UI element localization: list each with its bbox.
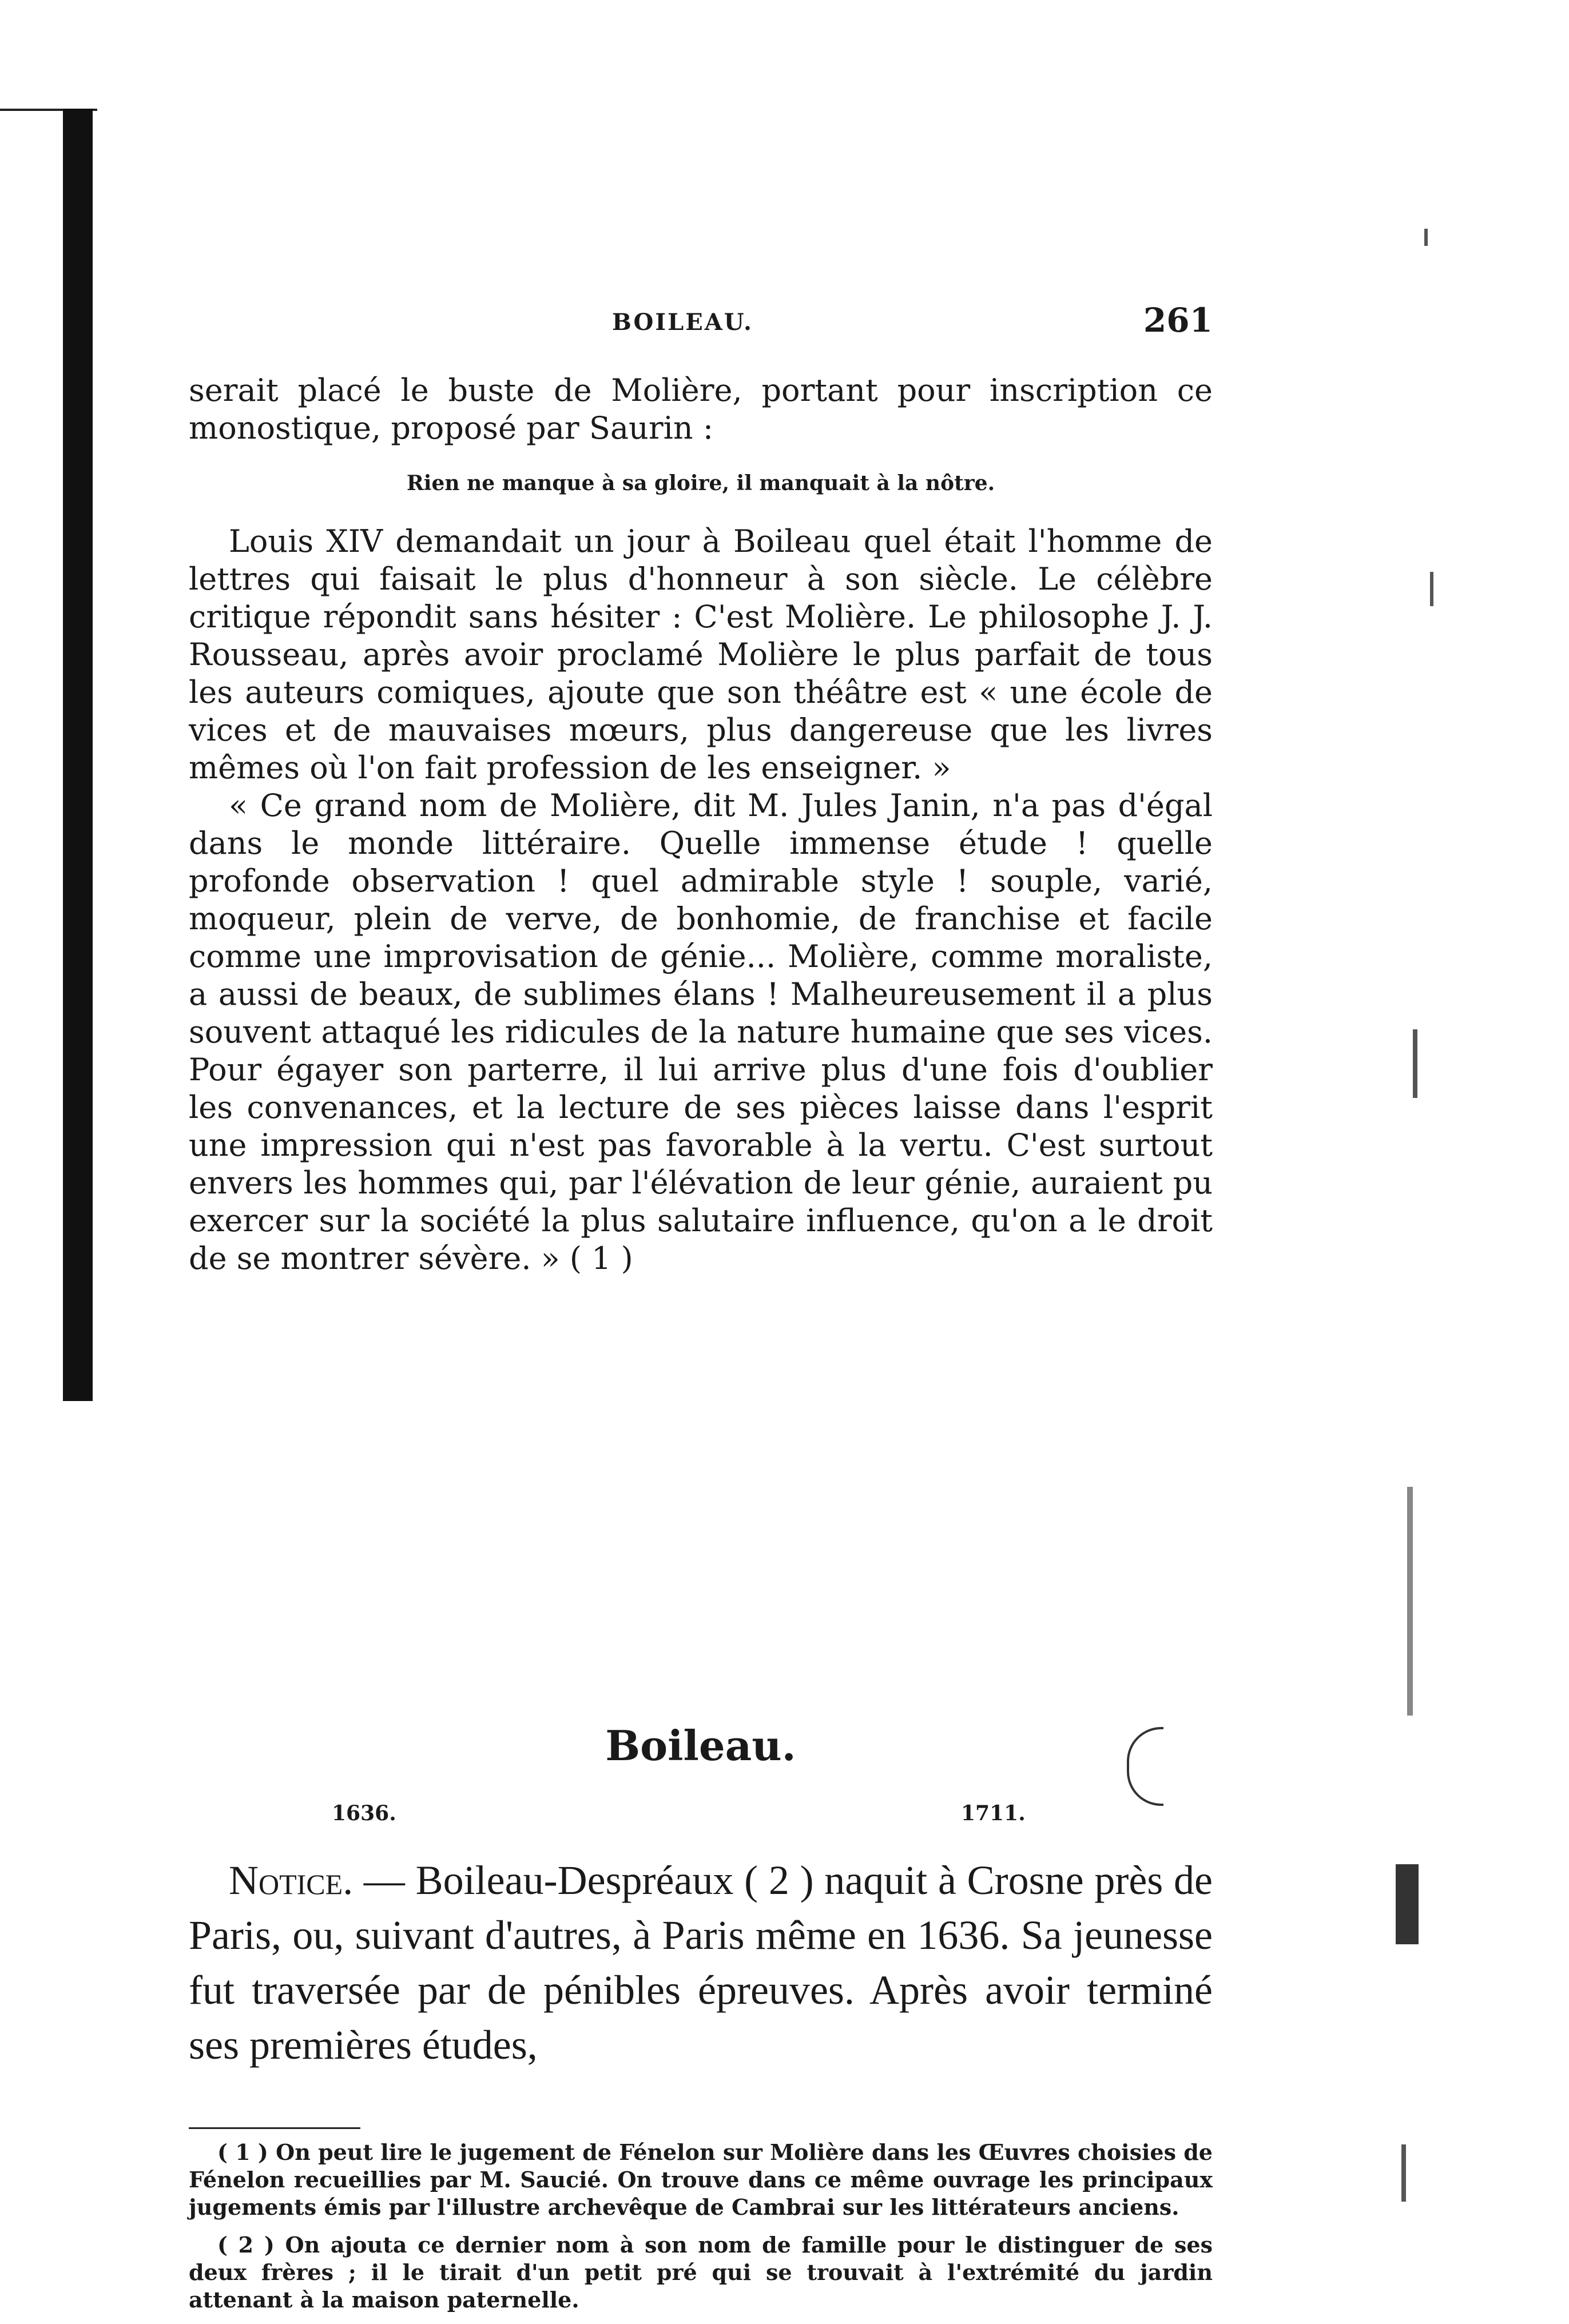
scan-speck xyxy=(1430,572,1433,606)
lifespan-dates xyxy=(189,1801,1213,1836)
footnote-rule xyxy=(189,2127,360,2129)
date-birth: 1636. xyxy=(332,1801,396,1825)
scan-speck xyxy=(1424,229,1428,246)
paragraph-louis-xiv: Louis XIV demandait un jour à Boileau quel était l'homme de lettres qui faisait le plus d'honneur à son siècle. Le célèbre critique répondit sans hésiter : C'est Molière. Le philosophe J. J. Rousseau, après avoir proclamé Molière le plus parfait de tous les auteurs comiques, ajoute que son théâtre est « une école de vices et de mauvaises mœurs, plus dangereuse que les livres mêmes où l'on fait profession de les enseigner. » xyxy=(189,523,1213,786)
body-text xyxy=(189,372,1213,1278)
footnote-1: ( 1 ) On peut lire le jugement de Fénelon sur Molière dans les Œuvres choisies de Fénelon recueillies par M. Saucié. On trouve dans ce même ouvrage les principaux jugements émis par l'illustre archevêque de Cambrai sur les littérateurs anciens. xyxy=(189,2139,1213,2220)
scan-speck xyxy=(1401,2144,1406,2202)
notice-text: — Boileau-Despréaux ( 2 ) naquit à Crosne près de Paris, ou, suivant d'autres, à Paris même en 1636. Sa jeunesse fut traversée par de pénibles épreuves. Après avoir terminé ses premières études, xyxy=(189,1857,1213,2068)
page-header xyxy=(189,297,1213,349)
page-number: 261 xyxy=(1143,301,1213,340)
date-death: 1711. xyxy=(961,1801,1026,1825)
scan-speck xyxy=(1407,1487,1413,1716)
notice-lead: Notice. xyxy=(229,1857,353,1903)
scan-binding-bar xyxy=(63,109,93,1401)
scan-speck xyxy=(1413,1029,1417,1098)
paragraph-continuation: serait placé le buste de Molière, portant pour inscription ce monostique, proposé par Saurin : xyxy=(189,372,1213,446)
notice-paragraph xyxy=(189,1853,1213,2072)
footnote-2: ( 2 ) On ajouta ce dernier nom à son nom de famille pour le distinguer de ses deux frères ; il le tirait d'un petit pré qui se trouvait à l'extrémité du jardin attenant à la maison paternelle. xyxy=(189,2232,1213,2313)
footnotes xyxy=(189,2139,1213,2324)
inscription-quote: Rien ne manque à sa gloire, il manquait à la nôtre. xyxy=(406,471,995,495)
paragraph-janin: « Ce grand nom de Molière, dit M. Jules Janin, n'a pas d'égal dans le monde littéraire. Quelle immense étude ! quelle profonde observation ! quel admirable style ! souple, varié, moqueur, plein de verve, de bonhomie, de franchise et facile comme une improvisation de génie... Molière, comme moraliste, a aussi de beaux, de sublimes élans ! Malheureusement il a plus souvent attaqué les ridicules de la nature humaine que ses vices. Pour égayer son parterre, il lui arrive plus d'une fois d'oublier les convenances, et la lecture de ses pièces laisse dans l'esprit une impression qui n'est pas favorable à la vertu. C'est surtout envers les hommes qui, par l'élévation de leur génie, auraient pu exercer sur la société la plus salutaire influence, qu'on a le droit de se montrer sévère. » ( 1 ) xyxy=(189,787,1213,1276)
running-head: BOILEAU. xyxy=(612,309,753,336)
section-heading: Boileau. xyxy=(605,1721,796,1770)
scan-speck xyxy=(1396,1864,1419,1944)
